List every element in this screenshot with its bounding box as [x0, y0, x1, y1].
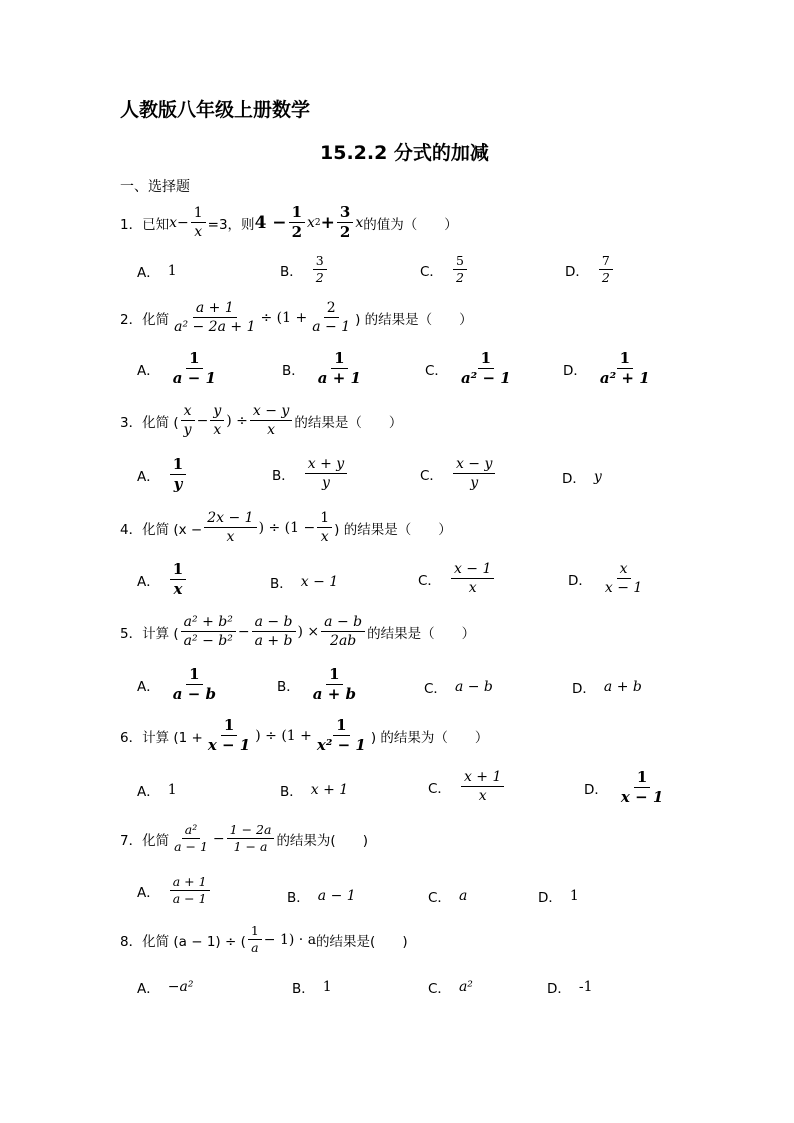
option-a[interactable]: A． $\frac{a + 1}{a - 1}$ — [137, 875, 212, 907]
math-op: − — [196, 412, 209, 429]
option-c[interactable]: C． a − b — [424, 679, 493, 697]
option-c[interactable]: C． $\frac{x - y}{y}$ — [420, 456, 497, 491]
option-d[interactable]: D． $\frac{1}{x - 1}$ — [584, 769, 668, 807]
question-4 — [120, 510, 452, 545]
fraction: $\frac{x + 1}{x}$ — [461, 769, 504, 804]
fraction: $\frac{y}{x}$ — [210, 403, 224, 438]
option-b[interactable]: B． $\frac{1}{a + 1}$ — [282, 350, 366, 388]
question-6 — [120, 717, 488, 755]
question-text: ) 的结果是（ ） — [355, 311, 473, 328]
fraction: $\frac{2}{a - 1}$ — [312, 300, 351, 336]
question-text: 的值为（ ） — [363, 216, 458, 233]
question-text: 化简 ( — [142, 414, 179, 431]
fraction: $\frac{1 - 2a}{1 - a}$ — [227, 823, 275, 855]
fraction: $\frac{1}{a + 1}$ — [317, 349, 361, 388]
question-text: 化简 (a − 1) ÷ ( — [142, 933, 246, 950]
fraction: $\frac{\text{a² + b²}}{\text{a² − b²}}$ — [181, 614, 236, 649]
document-title: 人教版八年级上册数学 — [120, 99, 311, 121]
fraction: $\frac{1}{2}$ — [289, 204, 305, 242]
fraction: $\frac{a - b}{2ab}$ — [321, 614, 365, 649]
option-b[interactable]: B． a − 1 — [287, 888, 356, 906]
question-number: 3． — [120, 414, 143, 431]
fraction: $\frac{1}{\text{a² + 1}}$ — [599, 349, 650, 388]
question-5 — [120, 614, 475, 649]
question-text: 计算 ( — [142, 625, 179, 642]
math-op: − 1) · a — [263, 931, 317, 948]
option-c[interactable]: C． a — [428, 888, 468, 906]
fraction: $\frac{1}{\text{a² − 1}}$ — [460, 349, 511, 388]
question-8 — [120, 924, 408, 956]
question-text: 化简 — [142, 832, 170, 849]
fraction: $\frac{a + 1}{\text{a² − 2a + 1}}$ — [174, 300, 256, 336]
fraction: $\frac{a - b}{a + b}$ — [252, 614, 296, 649]
question-2 — [120, 300, 473, 335]
math-op: + — [320, 212, 335, 233]
question-text: 的结果是( ) — [316, 933, 408, 950]
option-b[interactable]: B． $\frac{3}{2}$ — [280, 254, 329, 286]
option-c[interactable]: C． $\frac{1}{\text{a² − 1}}$ — [425, 350, 516, 388]
fraction: $\frac{x}{y}$ — [181, 403, 195, 438]
option-a[interactable]: A． 1 — [137, 782, 177, 800]
fraction: $\frac{x - y}{y}$ — [453, 456, 495, 491]
fraction: $\frac{x}{x - 1}$ — [604, 561, 643, 597]
option-a[interactable]: A． $\frac{1}{x}$ — [137, 561, 188, 599]
fraction: $\frac{3}{2}$ — [337, 204, 353, 242]
lesson-title: 15.2.2 分式的加减 — [320, 142, 489, 164]
option-a[interactable]: A． $\frac{1}{a - 1}$ — [137, 350, 221, 388]
option-d[interactable]: D． a + b — [572, 679, 642, 697]
fraction: $\frac{1}{a}$ — [248, 924, 262, 956]
math-var: x — [307, 214, 315, 231]
math-expr: 4 − — [254, 212, 287, 233]
fraction: $\frac{1}{x}$ — [191, 205, 206, 240]
fraction: $\frac{x + y}{y}$ — [305, 456, 347, 491]
fraction: $\frac{1}{y}$ — [170, 456, 186, 494]
section-heading: 一、选择题 — [120, 179, 190, 195]
math-op: ) ÷ (1 − — [258, 519, 316, 536]
question-text: ) 的结果为（ ） — [370, 729, 489, 746]
fraction: $\frac{1}{x - 1}$ — [207, 716, 251, 755]
question-number: 1． — [120, 216, 143, 233]
option-b[interactable]: B． x + 1 — [280, 782, 349, 800]
math-op: − — [237, 623, 250, 640]
fraction: $\frac{1}{x}$ — [317, 510, 332, 545]
fraction: $\frac{3}{2}$ — [313, 254, 327, 286]
fraction: $\frac{1}{a + b}$ — [312, 665, 356, 704]
fraction: $\frac{7}{2}$ — [599, 254, 613, 286]
math-op: ) × — [297, 623, 320, 640]
fraction: $\frac{a + 1}{a - 1}$ — [170, 875, 210, 907]
option-d[interactable]: D． y — [562, 469, 602, 487]
option-c[interactable]: C． $\frac{5}{2}$ — [420, 254, 469, 286]
math-op: − — [212, 830, 225, 847]
question-text: 化简 (x − — [142, 521, 203, 538]
fraction: $\frac{1}{x}$ — [170, 561, 186, 599]
option-d[interactable]: D． 1 — [538, 888, 579, 906]
option-c[interactable]: C． $\frac{x + 1}{x}$ — [428, 769, 506, 804]
question-number: 6． — [120, 729, 143, 746]
fraction: $\frac{1}{x - 1}$ — [620, 768, 664, 807]
exponent: 2 — [314, 217, 321, 228]
question-1 — [120, 204, 458, 242]
option-a[interactable]: A． 1 — [137, 263, 177, 281]
fraction: $\frac{2x - 1}{x}$ — [204, 510, 256, 545]
question-3 — [120, 403, 402, 438]
fraction: $\frac{5}{2}$ — [453, 254, 467, 286]
option-d[interactable]: D． $\frac{7}{2}$ — [565, 254, 615, 286]
option-a[interactable]: A． $\frac{1}{y}$ — [137, 456, 188, 494]
question-text: 已知 — [142, 216, 170, 233]
question-number: 5． — [120, 625, 143, 642]
question-number: 2． — [120, 311, 143, 328]
fraction: $\frac{x - 1}{x}$ — [451, 561, 494, 596]
option-d[interactable]: D． $\frac{1}{\text{a² + 1}}$ — [563, 350, 655, 388]
question-number: 4． — [120, 521, 143, 538]
fraction: $\frac{x - y}{x}$ — [250, 403, 292, 438]
question-7 — [120, 823, 368, 855]
question-text: 化简 — [142, 311, 170, 328]
question-number: 7． — [120, 832, 143, 849]
option-b[interactable]: B． 1 — [292, 979, 332, 997]
question-text: 的结果是（ ） — [367, 625, 476, 642]
question-number: 8． — [120, 933, 143, 950]
option-a[interactable]: A． −a² — [137, 979, 194, 997]
question-text: 计算 (1 + — [142, 729, 203, 746]
fraction: $\frac{1}{a - b}$ — [172, 665, 216, 704]
option-c[interactable]: C． $\frac{x - 1}{x}$ — [418, 561, 496, 596]
question-text: 的结果是（ ） — [294, 414, 403, 431]
math-var: x — [169, 214, 177, 231]
question-text: 的结果为( ) — [276, 832, 368, 849]
question-text: ) 的结果是（ ） — [334, 521, 452, 538]
math-op: ) ÷ (1 + — [255, 727, 312, 744]
question-text: =3，则 — [207, 216, 255, 233]
option-a[interactable]: A． $\frac{1}{a - b}$ — [137, 666, 221, 704]
option-b[interactable]: B． x − 1 — [270, 574, 339, 592]
option-d[interactable]: D． $\frac{x}{x - 1}$ — [568, 561, 647, 596]
option-d[interactable]: D． -1 — [547, 979, 593, 997]
math-op: ) ÷ — [226, 412, 248, 429]
fraction: $\frac{1}{\text{x² − 1}}$ — [316, 716, 366, 755]
math-var: x — [355, 214, 364, 231]
option-c[interactable]: C． a² — [428, 979, 473, 997]
option-b[interactable]: B． $\frac{1}{a + b}$ — [277, 666, 361, 704]
fraction: $\frac{\text{a²}}{a - 1}$ — [174, 822, 208, 855]
math-op: − — [177, 214, 189, 231]
fraction: $\frac{1}{a - 1}$ — [172, 349, 216, 388]
math-op: ÷ (1 + — [260, 309, 308, 326]
option-b[interactable]: B． $\frac{x + y}{y}$ — [272, 456, 349, 491]
